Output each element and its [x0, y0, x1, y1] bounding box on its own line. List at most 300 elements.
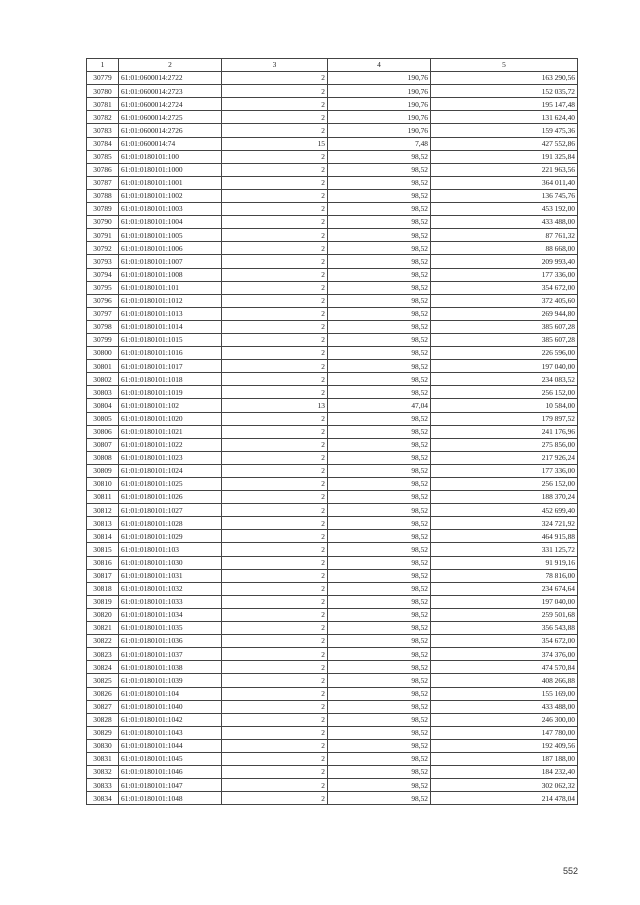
column-4-cell: 98,52 — [328, 648, 431, 661]
cadastral-number-cell: 61:01:0180101:1019 — [119, 386, 222, 399]
cadastral-number-cell: 61:01:0180101:1001 — [119, 176, 222, 189]
cadastral-value-cell: 197 040,00 — [431, 595, 578, 608]
cadastral-number-cell: 61:01:0180101:1034 — [119, 608, 222, 621]
row-number-cell: 30820 — [87, 608, 119, 621]
column-4-cell: 98,52 — [328, 189, 431, 202]
cadastral-value-cell: 234 674,64 — [431, 582, 578, 595]
table-row — [87, 726, 578, 739]
row-number-cell: 30799 — [87, 333, 119, 346]
cadastral-value-cell: 163 290,56 — [431, 72, 578, 85]
column-4-cell: 98,52 — [328, 595, 431, 608]
column-3-cell: 2 — [222, 739, 328, 752]
table-row — [87, 124, 578, 137]
row-number-cell: 30791 — [87, 229, 119, 242]
cadastral-number-cell: 61:01:0180101:1018 — [119, 373, 222, 386]
column-3-cell: 2 — [222, 281, 328, 294]
table-row — [87, 425, 578, 438]
cadastral-number-cell: 61:01:0180101:1029 — [119, 530, 222, 543]
column-3-cell: 2 — [222, 726, 328, 739]
column-4-cell: 98,52 — [328, 726, 431, 739]
column-3-cell: 2 — [222, 752, 328, 765]
column-3-cell: 2 — [222, 333, 328, 346]
row-number-cell: 30801 — [87, 360, 119, 373]
cadastral-number-cell: 61:01:0180101:1032 — [119, 582, 222, 595]
row-number-cell: 30814 — [87, 530, 119, 543]
column-4-cell: 98,52 — [328, 556, 431, 569]
column-4-cell: 98,52 — [328, 347, 431, 360]
cadastral-number-cell: 61:01:0180101:1027 — [119, 504, 222, 517]
column-3-cell: 2 — [222, 700, 328, 713]
cadastral-value-cell: 226 596,00 — [431, 347, 578, 360]
table-row — [87, 255, 578, 268]
column-4-cell: 98,52 — [328, 608, 431, 621]
cadastral-number-cell: 61:01:0180101:1039 — [119, 674, 222, 687]
cadastral-value-cell: 385 607,28 — [431, 320, 578, 333]
table-row — [87, 595, 578, 608]
column-4-cell: 98,52 — [328, 635, 431, 648]
column-3-cell: 2 — [222, 189, 328, 202]
column-3-cell: 2 — [222, 425, 328, 438]
column-3-cell: 2 — [222, 713, 328, 726]
cadastral-value-cell: 177 336,00 — [431, 268, 578, 281]
column-4-cell: 190,76 — [328, 72, 431, 85]
column-3-cell: 2 — [222, 124, 328, 137]
row-number-cell: 30804 — [87, 399, 119, 412]
column-3-cell: 2 — [222, 648, 328, 661]
cadastral-value-cell: 354 672,00 — [431, 635, 578, 648]
cadastral-number-cell: 61:01:0600014:2722 — [119, 72, 222, 85]
cadastral-number-cell: 61:01:0600014:2726 — [119, 124, 222, 137]
cadastral-value-table — [86, 58, 578, 805]
cadastral-number-cell: 61:01:0180101:1022 — [119, 438, 222, 451]
row-number-cell: 30794 — [87, 268, 119, 281]
row-number-cell: 30779 — [87, 72, 119, 85]
table-row — [87, 648, 578, 661]
row-number-cell: 30785 — [87, 150, 119, 163]
column-3-cell: 2 — [222, 543, 328, 556]
column-4-cell: 98,52 — [328, 622, 431, 635]
row-number-cell: 30827 — [87, 700, 119, 713]
column-4-cell: 98,52 — [328, 294, 431, 307]
header-row — [87, 59, 578, 72]
column-3-cell: 2 — [222, 464, 328, 477]
column-3-cell: 2 — [222, 150, 328, 163]
column-3-cell: 2 — [222, 582, 328, 595]
column-4-cell: 98,52 — [328, 569, 431, 582]
cadastral-number-cell: 61:01:0180101:1033 — [119, 595, 222, 608]
row-number-cell: 30821 — [87, 622, 119, 635]
column-3-cell: 2 — [222, 517, 328, 530]
cadastral-number-cell: 61:01:0600014:2723 — [119, 85, 222, 98]
row-number-cell: 30823 — [87, 648, 119, 661]
column-4-cell: 98,52 — [328, 373, 431, 386]
row-number-cell: 30803 — [87, 386, 119, 399]
column-3-cell: 2 — [222, 674, 328, 687]
cadastral-number-cell: 61:01:0180101:1004 — [119, 216, 222, 229]
column-4-cell: 7,48 — [328, 137, 431, 150]
column-4-cell: 98,52 — [328, 268, 431, 281]
column-3-cell: 2 — [222, 203, 328, 216]
column-header-4: 4 — [328, 59, 431, 72]
column-4-cell: 98,52 — [328, 281, 431, 294]
cadastral-number-cell: 61:01:0180101:1031 — [119, 569, 222, 582]
column-4-cell: 98,52 — [328, 543, 431, 556]
cadastral-number-cell: 61:01:0180101:1007 — [119, 255, 222, 268]
column-4-cell: 98,52 — [328, 438, 431, 451]
row-number-cell: 30812 — [87, 504, 119, 517]
row-number-cell: 30830 — [87, 739, 119, 752]
cadastral-number-cell: 61:01:0180101:1044 — [119, 739, 222, 752]
cadastral-value-cell: 234 083,52 — [431, 373, 578, 386]
row-number-cell: 30831 — [87, 752, 119, 765]
table-row — [87, 307, 578, 320]
row-number-cell: 30783 — [87, 124, 119, 137]
cadastral-value-cell: 155 169,00 — [431, 687, 578, 700]
column-4-cell: 98,52 — [328, 242, 431, 255]
cadastral-number-cell: 61:01:0180101:100 — [119, 150, 222, 163]
cadastral-value-cell: 324 721,92 — [431, 517, 578, 530]
row-number-cell: 30809 — [87, 464, 119, 477]
table-row — [87, 386, 578, 399]
table-row — [87, 779, 578, 792]
column-3-cell: 15 — [222, 137, 328, 150]
cadastral-value-cell: 275 856,00 — [431, 438, 578, 451]
cadastral-value-cell: 78 816,00 — [431, 569, 578, 582]
row-number-cell: 30807 — [87, 438, 119, 451]
column-3-cell: 2 — [222, 268, 328, 281]
column-3-cell: 2 — [222, 412, 328, 425]
row-number-cell: 30805 — [87, 412, 119, 425]
cadastral-value-cell: 188 370,24 — [431, 491, 578, 504]
cadastral-value-cell: 433 488,00 — [431, 216, 578, 229]
cadastral-value-cell: 152 035,72 — [431, 85, 578, 98]
column-4-cell: 190,76 — [328, 124, 431, 137]
cadastral-number-cell: 61:01:0180101:1038 — [119, 661, 222, 674]
column-4-cell: 98,52 — [328, 478, 431, 491]
column-3-cell: 2 — [222, 766, 328, 779]
cadastral-value-cell: 427 552,86 — [431, 137, 578, 150]
column-3-cell: 2 — [222, 255, 328, 268]
cadastral-number-cell: 61:01:0180101:1003 — [119, 203, 222, 216]
column-3-cell: 2 — [222, 608, 328, 621]
table-row — [87, 569, 578, 582]
table-row — [87, 399, 578, 412]
row-number-cell: 30792 — [87, 242, 119, 255]
column-4-cell: 190,76 — [328, 98, 431, 111]
column-4-cell: 98,52 — [328, 386, 431, 399]
cadastral-number-cell: 61:01:0180101:1015 — [119, 333, 222, 346]
table-row — [87, 700, 578, 713]
row-number-cell: 30825 — [87, 674, 119, 687]
row-number-cell: 30800 — [87, 347, 119, 360]
row-number-cell: 30795 — [87, 281, 119, 294]
cadastral-number-cell: 61:01:0600014:74 — [119, 137, 222, 150]
table-row — [87, 464, 578, 477]
table-row — [87, 216, 578, 229]
cadastral-number-cell: 61:01:0600014:2724 — [119, 98, 222, 111]
column-3-cell: 2 — [222, 386, 328, 399]
table-row — [87, 674, 578, 687]
table-row — [87, 438, 578, 451]
cadastral-number-cell: 61:01:0180101:1023 — [119, 451, 222, 464]
cadastral-value-cell: 197 040,00 — [431, 360, 578, 373]
column-3-cell: 2 — [222, 491, 328, 504]
row-number-cell: 30819 — [87, 595, 119, 608]
cadastral-value-cell: 374 376,00 — [431, 648, 578, 661]
table-row — [87, 517, 578, 530]
column-4-cell: 98,52 — [328, 360, 431, 373]
column-3-cell: 2 — [222, 216, 328, 229]
cadastral-value-cell: 246 300,00 — [431, 713, 578, 726]
cadastral-number-cell: 61:01:0180101:102 — [119, 399, 222, 412]
row-number-cell: 30833 — [87, 779, 119, 792]
table-row — [87, 687, 578, 700]
table-row — [87, 189, 578, 202]
column-4-cell: 98,52 — [328, 766, 431, 779]
column-4-cell: 98,52 — [328, 661, 431, 674]
column-3-cell: 2 — [222, 294, 328, 307]
cadastral-value-cell: 159 475,36 — [431, 124, 578, 137]
table-row — [87, 752, 578, 765]
column-4-cell: 98,52 — [328, 504, 431, 517]
row-number-cell: 30813 — [87, 517, 119, 530]
table-row — [87, 85, 578, 98]
cadastral-value-cell: 331 125,72 — [431, 543, 578, 556]
column-4-cell: 98,52 — [328, 255, 431, 268]
column-4-cell: 98,52 — [328, 320, 431, 333]
column-3-cell: 2 — [222, 622, 328, 635]
cadastral-number-cell: 61:01:0180101:1008 — [119, 268, 222, 281]
cadastral-number-cell: 61:01:0180101:1016 — [119, 347, 222, 360]
table-row — [87, 347, 578, 360]
column-3-cell: 2 — [222, 320, 328, 333]
column-4-cell: 98,52 — [328, 779, 431, 792]
column-4-cell: 98,52 — [328, 674, 431, 687]
cadastral-value-cell: 408 266,88 — [431, 674, 578, 687]
column-3-cell: 2 — [222, 661, 328, 674]
page-number: 552 — [563, 866, 579, 876]
row-number-cell: 30816 — [87, 556, 119, 569]
row-number-cell: 30786 — [87, 163, 119, 176]
table-row — [87, 137, 578, 150]
cadastral-value-cell: 452 699,40 — [431, 504, 578, 517]
cadastral-number-cell: 61:01:0180101:101 — [119, 281, 222, 294]
cadastral-value-cell: 147 780,00 — [431, 726, 578, 739]
cadastral-number-cell: 61:01:0180101:1046 — [119, 766, 222, 779]
column-3-cell: 2 — [222, 85, 328, 98]
column-4-cell: 98,52 — [328, 530, 431, 543]
row-number-cell: 30781 — [87, 98, 119, 111]
table-row — [87, 543, 578, 556]
column-4-cell: 98,52 — [328, 752, 431, 765]
cadastral-number-cell: 61:01:0180101:1042 — [119, 713, 222, 726]
cadastral-value-cell: 372 405,60 — [431, 294, 578, 307]
table-row — [87, 163, 578, 176]
column-3-cell: 2 — [222, 438, 328, 451]
cadastral-number-cell: 61:01:0180101:1030 — [119, 556, 222, 569]
row-number-cell: 30790 — [87, 216, 119, 229]
cadastral-value-cell: 184 232,40 — [431, 766, 578, 779]
cadastral-value-cell: 136 745,76 — [431, 189, 578, 202]
column-3-cell: 2 — [222, 72, 328, 85]
column-4-cell: 98,52 — [328, 700, 431, 713]
column-4-cell: 98,52 — [328, 176, 431, 189]
column-3-cell: 2 — [222, 98, 328, 111]
cadastral-value-cell: 87 761,32 — [431, 229, 578, 242]
table-row — [87, 320, 578, 333]
table-row — [87, 111, 578, 124]
cadastral-number-cell: 61:01:0180101:1048 — [119, 792, 222, 805]
table-row — [87, 242, 578, 255]
table-header — [87, 59, 578, 72]
cadastral-number-cell: 61:01:0180101:1014 — [119, 320, 222, 333]
cadastral-number-cell: 61:01:0180101:1036 — [119, 635, 222, 648]
cadastral-value-cell: 256 152,00 — [431, 386, 578, 399]
row-number-cell: 30806 — [87, 425, 119, 438]
cadastral-value-cell: 10 584,00 — [431, 399, 578, 412]
row-number-cell: 30810 — [87, 478, 119, 491]
row-number-cell: 30802 — [87, 373, 119, 386]
column-3-cell: 2 — [222, 111, 328, 124]
column-4-cell: 190,76 — [328, 111, 431, 124]
column-3-cell: 2 — [222, 451, 328, 464]
column-4-cell: 98,52 — [328, 792, 431, 805]
table-row — [87, 504, 578, 517]
column-3-cell: 2 — [222, 569, 328, 582]
column-header-5: 5 — [431, 59, 578, 72]
row-number-cell: 30826 — [87, 687, 119, 700]
column-4-cell: 98,52 — [328, 713, 431, 726]
cadastral-number-cell: 61:01:0180101:104 — [119, 687, 222, 700]
cadastral-number-cell: 61:01:0180101:1045 — [119, 752, 222, 765]
cadastral-value-cell: 195 147,48 — [431, 98, 578, 111]
cadastral-value-cell: 187 188,00 — [431, 752, 578, 765]
column-3-cell: 2 — [222, 595, 328, 608]
column-3-cell: 2 — [222, 163, 328, 176]
cadastral-number-cell: 61:01:0180101:1037 — [119, 648, 222, 661]
cadastral-value-cell: 241 176,96 — [431, 425, 578, 438]
cadastral-number-cell: 61:01:0180101:1043 — [119, 726, 222, 739]
cadastral-number-cell: 61:01:0180101:1035 — [119, 622, 222, 635]
table-row — [87, 203, 578, 216]
column-4-cell: 47,04 — [328, 399, 431, 412]
table-row — [87, 294, 578, 307]
column-4-cell: 98,52 — [328, 216, 431, 229]
column-4-cell: 98,52 — [328, 517, 431, 530]
cadastral-number-cell: 61:01:0180101:1040 — [119, 700, 222, 713]
table-row — [87, 478, 578, 491]
table-row — [87, 333, 578, 346]
cadastral-value-cell: 179 897,52 — [431, 412, 578, 425]
cadastral-number-cell: 61:01:0180101:1002 — [119, 189, 222, 202]
column-4-cell: 98,52 — [328, 150, 431, 163]
cadastral-number-cell: 61:01:0180101:1005 — [119, 229, 222, 242]
cadastral-value-cell: 177 336,00 — [431, 464, 578, 477]
column-4-cell: 98,52 — [328, 307, 431, 320]
column-3-cell: 2 — [222, 242, 328, 255]
cadastral-number-cell: 61:01:0180101:1013 — [119, 307, 222, 320]
table-row — [87, 98, 578, 111]
column-4-cell: 98,52 — [328, 687, 431, 700]
table-row — [87, 451, 578, 464]
row-number-cell: 30793 — [87, 255, 119, 268]
cadastral-value-cell: 385 607,28 — [431, 333, 578, 346]
row-number-cell: 30780 — [87, 85, 119, 98]
row-number-cell: 30787 — [87, 176, 119, 189]
column-header-2: 2 — [119, 59, 222, 72]
column-4-cell: 98,52 — [328, 491, 431, 504]
cadastral-number-cell: 61:01:0180101:1047 — [119, 779, 222, 792]
table-row — [87, 766, 578, 779]
table-row — [87, 281, 578, 294]
row-number-cell: 30798 — [87, 320, 119, 333]
table-row — [87, 582, 578, 595]
row-number-cell: 30789 — [87, 203, 119, 216]
table-row — [87, 739, 578, 752]
cadastral-value-cell: 259 501,68 — [431, 608, 578, 621]
table-row — [87, 635, 578, 648]
column-3-cell: 2 — [222, 360, 328, 373]
column-3-cell: 2 — [222, 779, 328, 792]
table-row — [87, 713, 578, 726]
cadastral-number-cell: 61:01:0180101:1025 — [119, 478, 222, 491]
column-4-cell: 98,52 — [328, 451, 431, 464]
table-row — [87, 373, 578, 386]
row-number-cell: 30824 — [87, 661, 119, 674]
cadastral-value-cell: 91 919,16 — [431, 556, 578, 569]
column-3-cell: 2 — [222, 635, 328, 648]
cadastral-value-cell: 217 926,24 — [431, 451, 578, 464]
cadastral-value-cell: 221 963,56 — [431, 163, 578, 176]
cadastral-number-cell: 61:01:0180101:1006 — [119, 242, 222, 255]
row-number-cell: 30788 — [87, 189, 119, 202]
cadastral-value-cell: 88 668,00 — [431, 242, 578, 255]
cadastral-value-cell: 354 672,00 — [431, 281, 578, 294]
table-row — [87, 176, 578, 189]
table-row — [87, 150, 578, 163]
column-3-cell: 2 — [222, 504, 328, 517]
table-row — [87, 72, 578, 85]
table-row — [87, 622, 578, 635]
cadastral-number-cell: 61:01:0180101:1026 — [119, 491, 222, 504]
cadastral-number-cell: 61:01:0600014:2725 — [119, 111, 222, 124]
column-4-cell: 98,52 — [328, 333, 431, 346]
column-4-cell: 98,52 — [328, 163, 431, 176]
column-3-cell: 2 — [222, 556, 328, 569]
cadastral-value-cell: 302 062,32 — [431, 779, 578, 792]
column-header-1: 1 — [87, 59, 119, 72]
row-number-cell: 30796 — [87, 294, 119, 307]
column-3-cell: 13 — [222, 399, 328, 412]
row-number-cell: 30811 — [87, 491, 119, 504]
row-number-cell: 30817 — [87, 569, 119, 582]
column-4-cell: 98,52 — [328, 464, 431, 477]
cadastral-value-cell: 474 570,84 — [431, 661, 578, 674]
column-4-cell: 98,52 — [328, 425, 431, 438]
row-number-cell: 30818 — [87, 582, 119, 595]
cadastral-number-cell: 61:01:0180101:1028 — [119, 517, 222, 530]
column-3-cell: 2 — [222, 347, 328, 360]
table-row — [87, 608, 578, 621]
cadastral-value-cell: 209 993,40 — [431, 255, 578, 268]
column-4-cell: 98,52 — [328, 229, 431, 242]
cadastral-value-cell: 364 011,40 — [431, 176, 578, 189]
cadastral-number-cell: 61:01:0180101:1024 — [119, 464, 222, 477]
table-row — [87, 268, 578, 281]
table-body — [87, 72, 578, 805]
cadastral-value-cell: 464 915,88 — [431, 530, 578, 543]
cadastral-number-cell: 61:01:0180101:103 — [119, 543, 222, 556]
